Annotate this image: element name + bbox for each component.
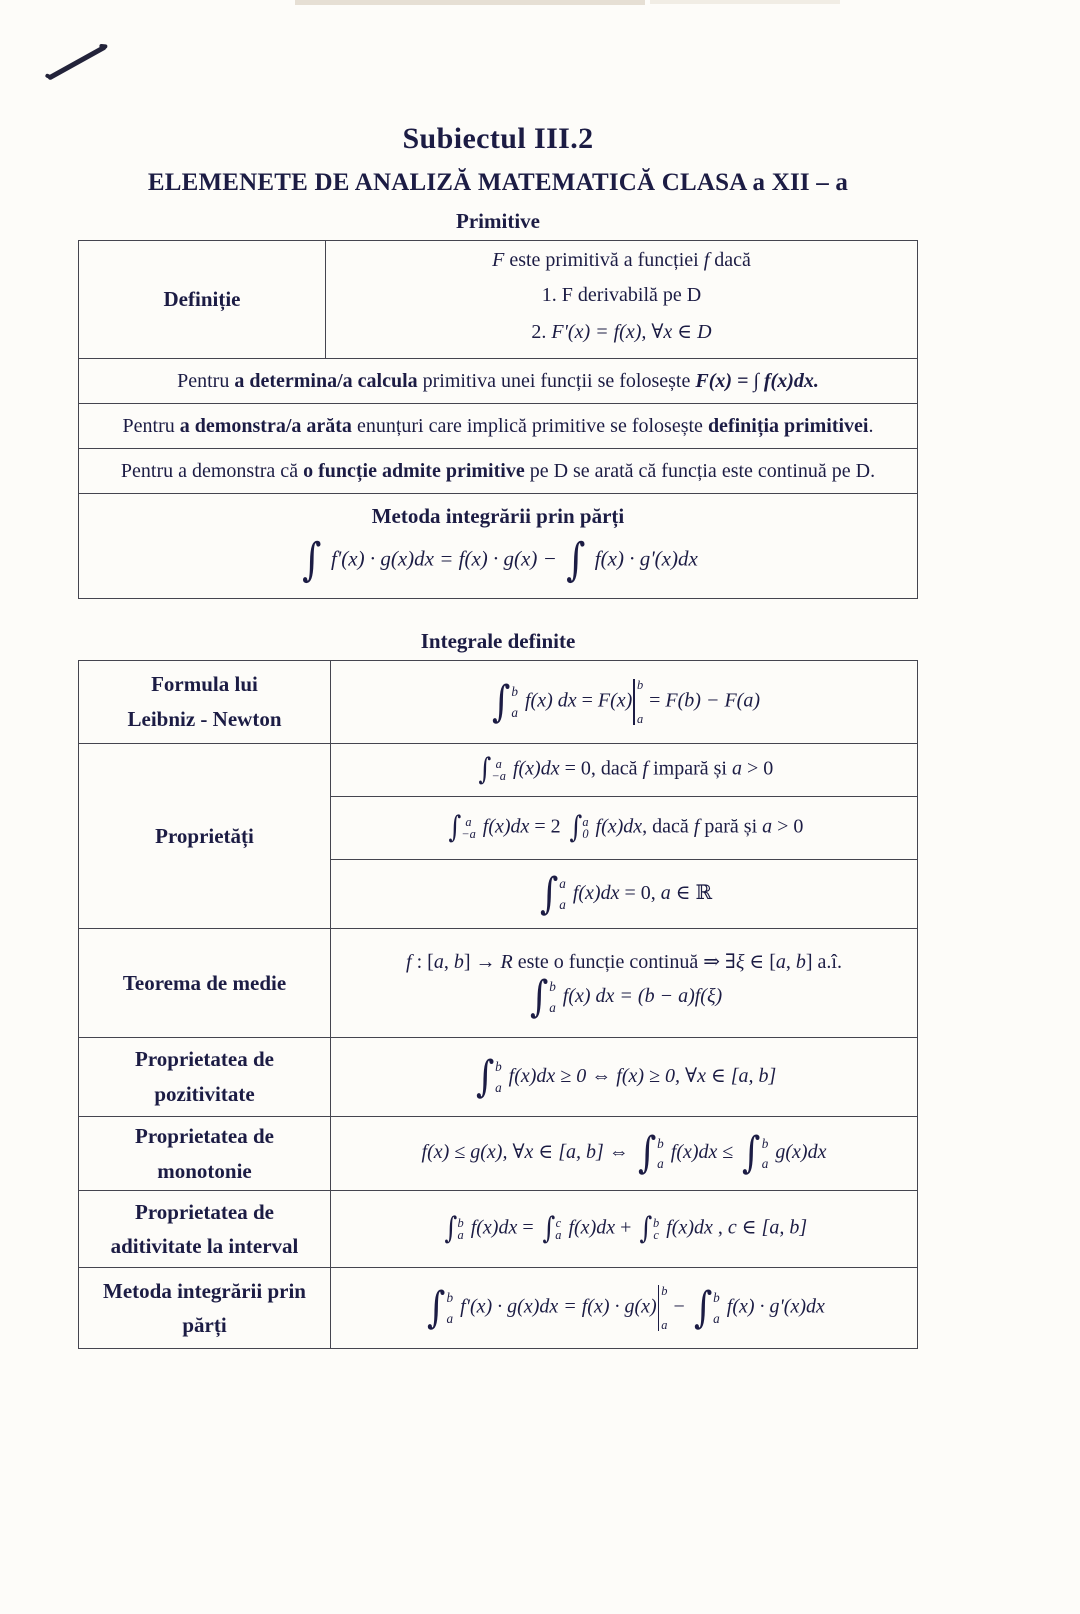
- pen-stroke-mark-icon: [47, 44, 107, 80]
- table-row: [79, 449, 918, 494]
- label-line: pozitivitate: [154, 1082, 255, 1106]
- definition-content: [326, 241, 918, 359]
- mean-theorem-formula: ∫ b a f(x) dx = (b − a)f(ξ): [529, 971, 723, 1022]
- scan-artifact: [650, 0, 840, 4]
- mean-theorem-label: Teorema de medie: [79, 929, 331, 1038]
- monotony-formula: f(x) ≤ g(x), ∀x ∈ [a, b] ⇔ ∫ b a f(x)dx ≤ ∫ b a g(x)dx: [331, 1117, 918, 1191]
- integration-by-parts-formula: ∫ b a f'(x) · g(x)dx = f(x) · g(x) b a − ∫ b a f(x) · g'(x)dx: [331, 1268, 918, 1349]
- table-row: [79, 1191, 918, 1268]
- label-line: Proprietatea de: [135, 1047, 274, 1072]
- monotony-label: [79, 1117, 331, 1191]
- label-line: Proprietatea de: [135, 1124, 274, 1148]
- section-title-integrals: Integrale definite: [420, 629, 576, 653]
- table-row: [79, 404, 918, 449]
- rule-admite-primitive: Pentru a demonstra că o funcție admite primitive pe D se arată că funcția este continuă pe D.: [79, 449, 918, 494]
- label-line: Leibniz - Newton: [127, 707, 282, 731]
- table-row: [79, 744, 918, 797]
- table-row: [79, 1117, 918, 1191]
- mean-theorem-condition: f : [a, b] → R este o funcție continuă ⇒ ∃ξ ∈ [a, b] a.î.: [406, 950, 842, 973]
- label-line: Formula lui: [151, 672, 258, 697]
- definition-intro: F este primitivă a funcției f dacă: [492, 249, 751, 271]
- table-row: [79, 929, 918, 1038]
- table-row: [79, 1268, 918, 1349]
- table-row: [79, 359, 918, 404]
- scan-artifact: [295, 0, 645, 5]
- definite-integrals-table: [78, 660, 918, 1349]
- parts-method-cell: [79, 494, 918, 599]
- property-odd-formula: ∫ a −a f(x)dx = 0, dacă f impară și a > 0: [331, 744, 918, 797]
- definition-item-1: 1. F derivabilă pe D: [541, 284, 702, 306]
- leibniz-newton-formula: ∫ b a f(x) dx = F(x) b a = F(b) − F(a): [331, 661, 918, 744]
- positivity-formula: ∫ b a f(x)dx ≥ 0 ⇔ f(x) ≥ 0, ∀x ∈ [a, b]: [331, 1038, 918, 1117]
- integration-by-parts-label: [79, 1268, 331, 1349]
- section-title-primitive: Primitive: [456, 209, 540, 233]
- table-row: [79, 494, 918, 599]
- label-line: monotonie: [157, 1158, 252, 1183]
- label-line: aditivitate la interval: [110, 1234, 299, 1259]
- additivity-label: [79, 1191, 331, 1268]
- mean-theorem-content: [331, 929, 918, 1038]
- property-even-formula: ∫ a −a f(x)dx = 2 ∫ a 0 f(x)dx, dacă f pară și a > 0: [331, 797, 918, 860]
- label-line: Metoda integrării prin: [103, 1278, 306, 1303]
- label-line: Proprietatea de: [135, 1199, 274, 1224]
- table-row: [79, 1038, 918, 1117]
- primitive-table: [78, 240, 918, 599]
- page-title: Subiectul III.2: [402, 122, 594, 155]
- leibniz-newton-label: [79, 661, 331, 744]
- rule-demonstra-arata: Pentru a demonstra/a arăta enunțuri care implică primitive se folosește definiția primitivei.: [79, 404, 918, 449]
- properties-label: Proprietăți: [79, 744, 331, 929]
- property-equal-limits-formula: ∫ a a f(x)dx = 0, a ∈ ℝ: [331, 860, 918, 929]
- definition-item-2: 2. F'(x) = f(x), ∀x ∈ D: [531, 321, 712, 343]
- parts-method-formula: ∫ f'(x) · g(x)dx = f(x) · g(x) − ∫ f(x) · g'(x)dx: [302, 533, 698, 587]
- table-row: [79, 661, 918, 744]
- rule-determina: Pentru a determina/a calcula primitiva unei funcții se folosește F(x) = ∫ f(x)dx.: [79, 359, 918, 404]
- additivity-formula: ∫ b a f(x)dx = ∫ c a f(x)dx + ∫ b c f(x)dx , c ∈ [a, b]: [331, 1191, 918, 1268]
- page-subtitle: ELEMENETE DE ANALIZĂ MATEMATICĂ CLASA a XII – a: [147, 169, 849, 196]
- positivity-label: [79, 1038, 331, 1117]
- table-row: [79, 241, 918, 359]
- definition-label: Definiție: [79, 241, 326, 359]
- content-area: [78, 122, 918, 1349]
- label-line: părți: [182, 1313, 227, 1338]
- parts-method-title: Metoda integrării prin părți: [371, 504, 625, 529]
